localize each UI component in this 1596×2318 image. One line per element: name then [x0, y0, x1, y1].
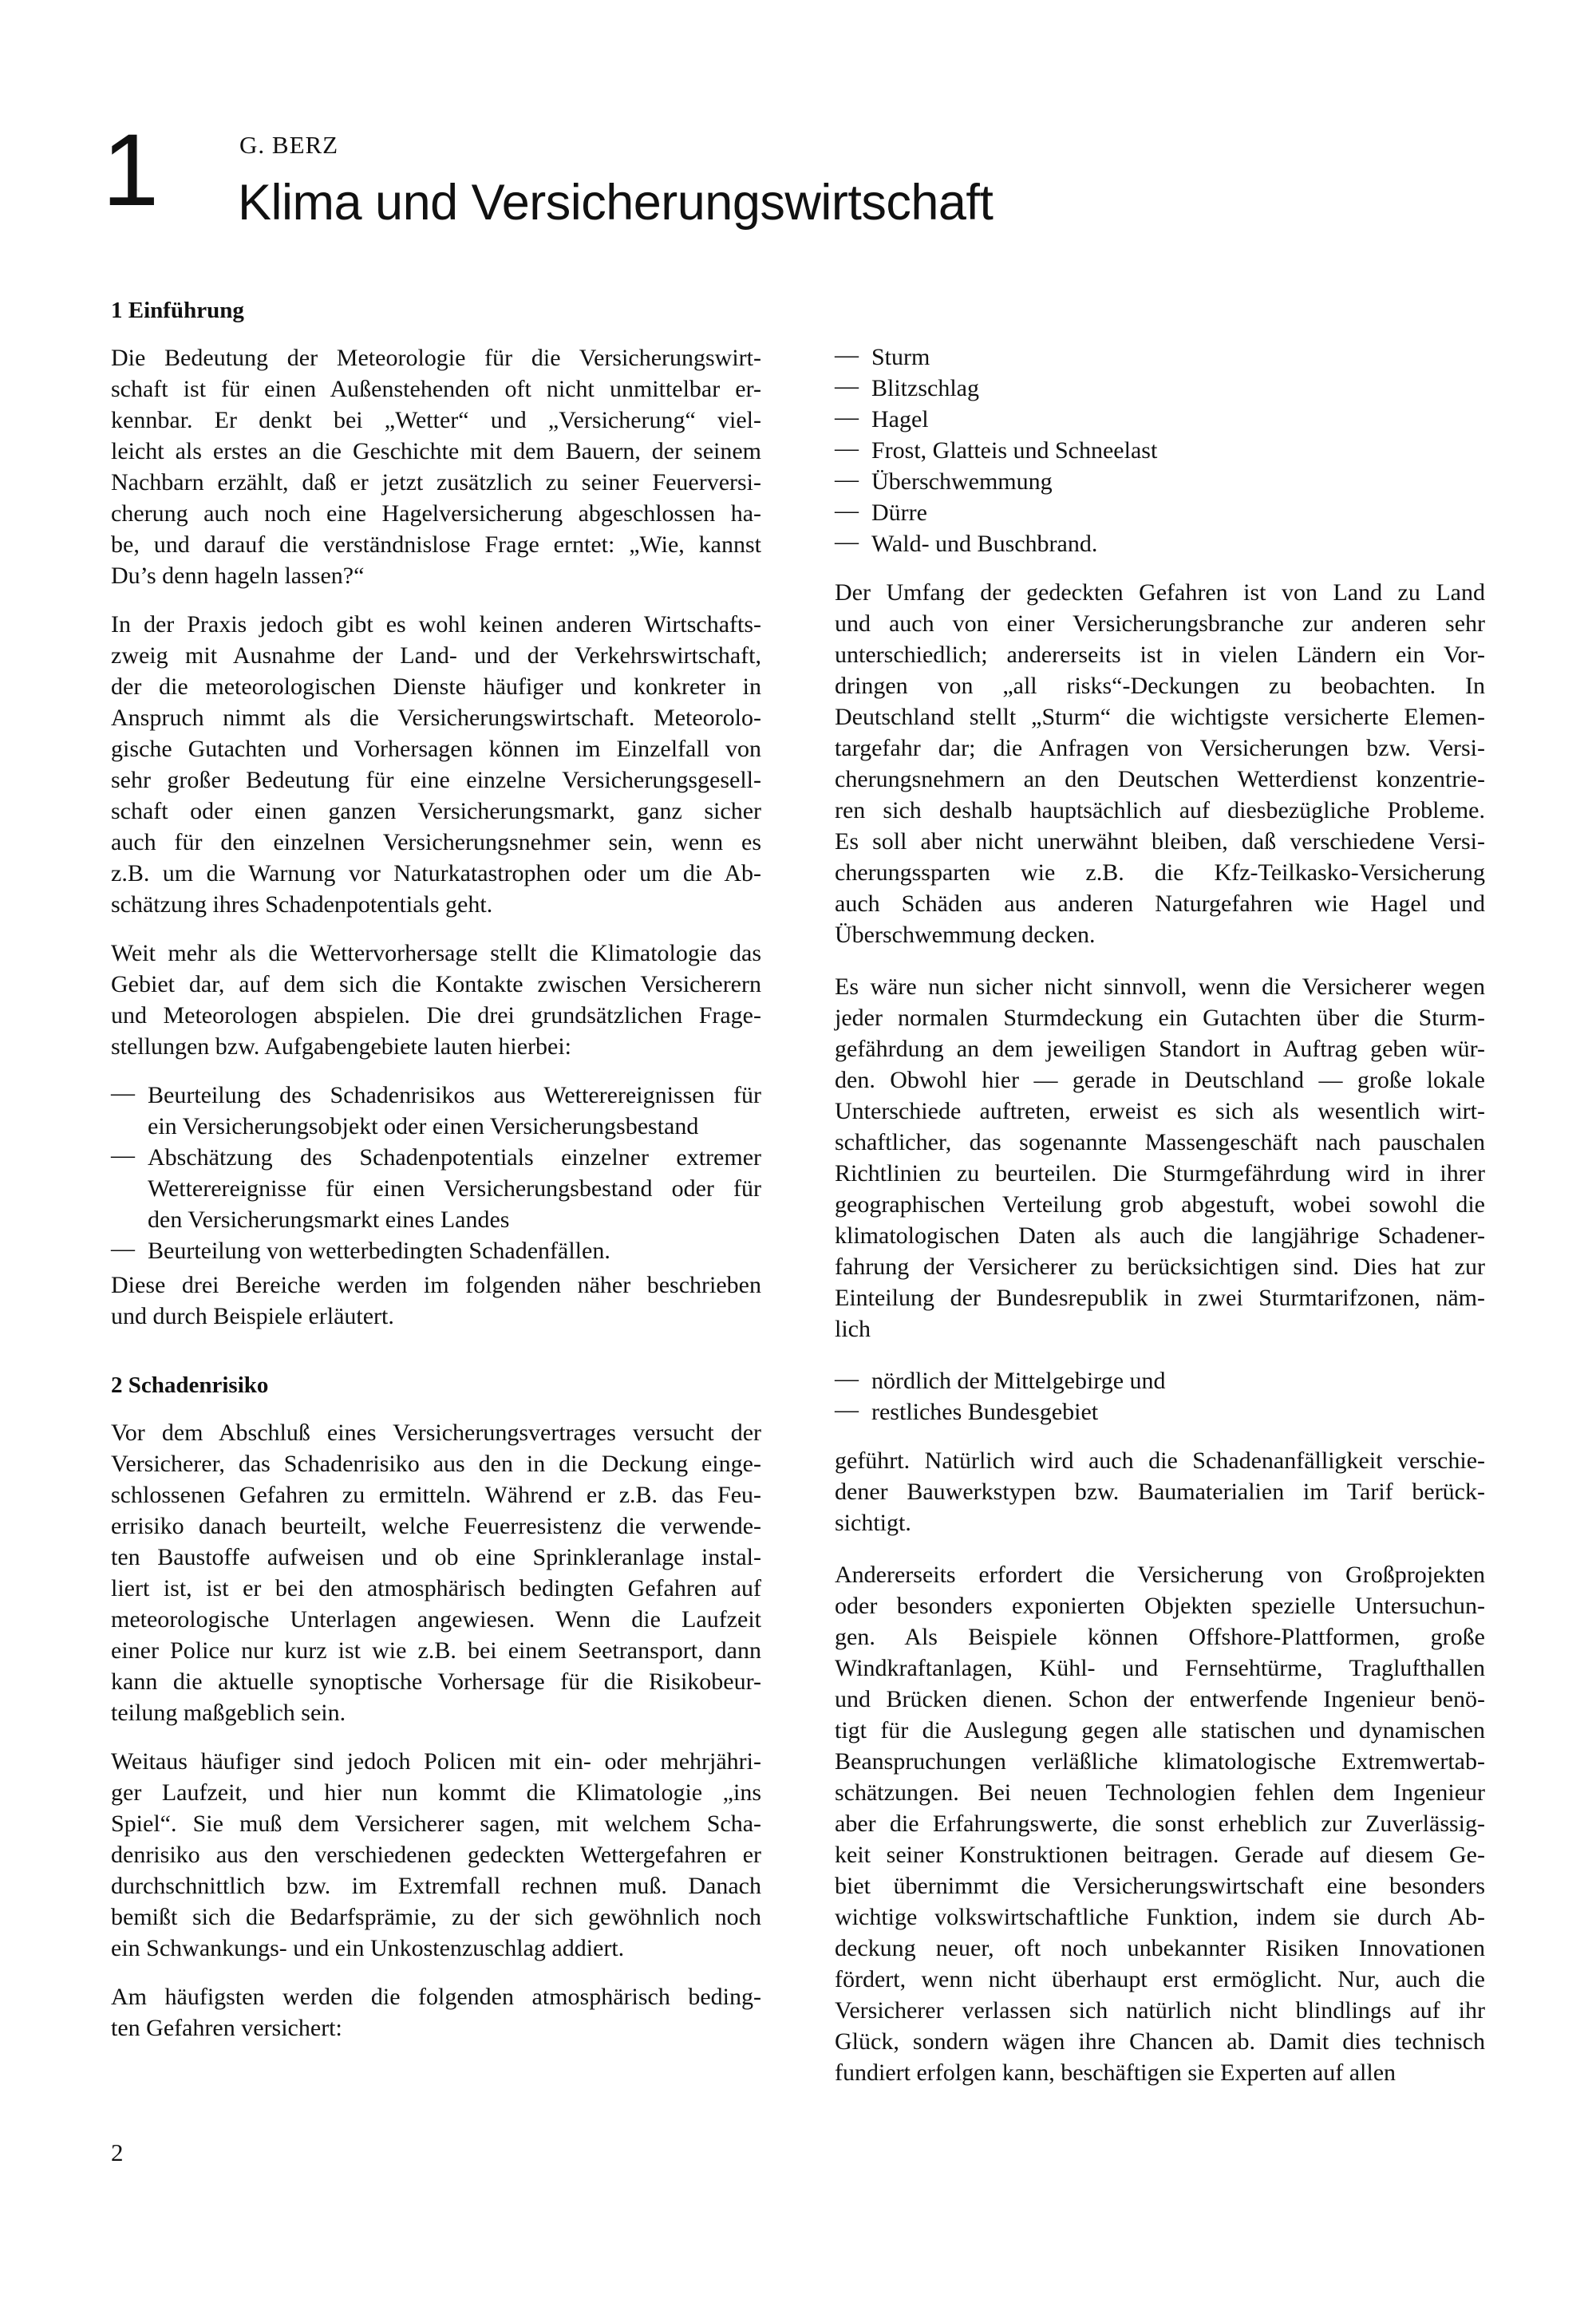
list-item: [835, 528, 1485, 559]
text-line: zweig mit Ausnahme der Land- und der Verkehrswirtschaft,: [111, 642, 761, 669]
text-line: sehr großer Bedeutung für eine einzelne Versicherungsgesell-: [111, 767, 761, 793]
list-item: [111, 1235, 761, 1266]
text-line: wichtige volkswirtschaftliche Funktion, indem sie durch Ab-: [835, 1904, 1485, 1930]
text-line: den Versicherungsmarkt eines Landes: [148, 1206, 510, 1233]
text-line: Der Umfang der gedeckten Gefahren ist von Land zu Land: [835, 579, 1485, 606]
list-item: [835, 342, 1485, 373]
text-line: meteorologische Unterlagen angewiesen. Wenn die Laufzeit: [111, 1606, 761, 1633]
text-line: Anspruch nimmt als die Versicherungswirtschaft. Meteorolo-: [111, 705, 761, 731]
text-line: kann die aktuelle synoptische Vorhersage für die Risikobeur-: [111, 1668, 761, 1695]
dash-list: [835, 1365, 1485, 1428]
text-line: Beurteilung von wetterbedingten Schadenfällen.: [148, 1238, 610, 1264]
list-item-text: [148, 1235, 761, 1266]
list-item: [835, 435, 1485, 466]
dash-bullet: —: [835, 497, 859, 523]
text-line: Am häufigsten werden die folgenden atmosphärisch beding-: [111, 1984, 761, 2010]
text-line: Unterschiede auftreten, erweist es sich als wesentlich wirt-: [835, 1098, 1485, 1124]
paragraph: [835, 1559, 1485, 2088]
list-item: [835, 373, 1485, 404]
text-line: auch für den einzelnen Versicherungsnehmer sein, wenn es: [111, 829, 761, 855]
text-line: errisiko danach beurteilt, welche Feuerresistenz die verwende-: [111, 1513, 761, 1539]
text-line: cherungssparten wie z.B. die Kfz-Teilkasko-Versicherung: [835, 859, 1485, 886]
text-line: tigt für die Auslegung gegen alle statischen und dynamischen: [835, 1717, 1485, 1743]
text-line: den. Obwohl hier — gerade in Deutschland — große lokale: [835, 1067, 1485, 1093]
list-item-text: [148, 1080, 761, 1142]
section-heading: 1 Einführung: [111, 298, 244, 323]
text-line: schaft oder einen ganzen Versicherungsmarkt, ganz sicher: [111, 798, 761, 824]
text-line: fördert, wenn nicht überhaupt erst ermöglicht. Nur, auch die: [835, 1966, 1485, 1992]
list-item-text: [871, 497, 1485, 528]
text-line: dringen von „all risks“-Deckungen zu beobachten. In: [835, 673, 1485, 699]
paragraph: [111, 1270, 761, 1332]
text-line: Beanspruchungen verläßliche klimatologische Extremwertab-: [835, 1748, 1485, 1775]
text-line: unterschiedlich; andererseits ist in vielen Ländern ein Vor-: [835, 642, 1485, 668]
text-line: dener Bauwerkstypen bzw. Baumaterialien im Tarif berück-: [835, 1479, 1485, 1505]
dash-bullet: —: [835, 1396, 859, 1423]
text-line: Andererseits erfordert die Versicherung von Großprojekten: [835, 1562, 1485, 1588]
paragraph: [835, 577, 1485, 950]
paragraph: [111, 1746, 761, 1964]
text-line: restliches Bundesgebiet: [871, 1399, 1099, 1425]
section-heading: 2 Schadenrisiko: [111, 1372, 269, 1398]
dash-bullet: —: [835, 404, 859, 430]
text-line: einer Police nur kurz ist wie z.B. bei einem Seetransport, dann: [111, 1637, 761, 1664]
text-line: schätzungen. Bei neuen Technologien fehlen dem Ingenieur: [835, 1779, 1485, 1806]
text-line: Deutschland stellt „Sturm“ die wichtigste versicherte Elemen-: [835, 704, 1485, 730]
list-item-text: [871, 1365, 1485, 1396]
page-number: 2: [111, 2138, 124, 2166]
text-line: Glück, sondern wägen ihre Chancen ab. Damit dies technisch: [835, 2028, 1485, 2055]
dash-list: [835, 342, 1485, 559]
list-item: [835, 1365, 1485, 1396]
dash-bullet: —: [835, 466, 859, 492]
text-line: denrisiko aus den verschiedenen gedeckten Wettergefahren er: [111, 1842, 761, 1868]
text-line: jeder normalen Sturmdeckung ein Gutachten über die Sturm-: [835, 1005, 1485, 1031]
text-line: schaft ist für einen Außenstehenden oft nicht unmittelbar er-: [111, 376, 761, 402]
dash-bullet: —: [111, 1235, 135, 1262]
dash-bullet: —: [111, 1142, 135, 1168]
text-line: Die Bedeutung der Meteorologie für die Versicherungswirt-: [111, 345, 761, 371]
text-line: Wald- und Buschbrand.: [871, 531, 1098, 557]
text-line: schaftlicher, das sogenannte Massengeschäft nach pauschalen: [835, 1129, 1485, 1155]
list-item: [835, 497, 1485, 528]
text-line: nördlich der Mittelgebirge und: [871, 1368, 1166, 1394]
text-line: schätzung ihres Schadenpotentials geht.: [111, 891, 493, 918]
text-line: teilung maßgeblich sein.: [111, 1700, 346, 1726]
list-item: [111, 1080, 761, 1142]
text-line: Du’s denn hageln lassen?“: [111, 563, 365, 589]
text-line: fundiert erfolgen kann, beschäftigen sie Experten auf allen: [835, 2059, 1396, 2086]
list-item-text: [871, 466, 1485, 497]
text-line: und Brücken dienen. Schon der entwerfende Ingenieur benö-: [835, 1686, 1485, 1712]
text-line: Weitaus häufiger sind jedoch Policen mit ein- oder mehrjähri-: [111, 1748, 761, 1775]
text-line: Abschätzung des Schadenpotentials einzelner extremer: [148, 1144, 761, 1171]
text-line: Richtlinien zu beurteilen. Die Sturmgefährdung wird in ihrer: [835, 1160, 1485, 1187]
text-line: keit seiner Konstruktionen beitragen. Gerade auf diesem Ge-: [835, 1842, 1485, 1868]
text-line: Blitzschlag: [871, 375, 979, 401]
text-line: und auch von einer Versicherungsbranche zur anderen sehr: [835, 610, 1485, 637]
list-item-text: [871, 373, 1485, 404]
text-line: Versicherer verlassen sich natürlich nicht blindlings auf ihr: [835, 1997, 1485, 2024]
text-line: oder besonders exponierten Objekten spezielle Untersuchun-: [835, 1593, 1485, 1619]
text-line: ein Schwankungs- und ein Unkostenzuschlag addiert.: [111, 1935, 625, 1961]
text-line: ger Laufzeit, und hier nun kommt die Klimatologie „ins: [111, 1779, 761, 1806]
left-column: [111, 295, 761, 2061]
paragraph: [111, 342, 761, 591]
chapter-number: 1: [102, 113, 160, 227]
dash-bullet: —: [835, 435, 859, 461]
text-line: Überschwemmung: [871, 468, 1053, 495]
text-line: Versicherer, das Schadenrisiko aus den in die Deckung einge-: [111, 1451, 761, 1477]
text-line: targefahr dar; die Anfragen von Versicherungen bzw. Versi-: [835, 735, 1485, 761]
text-line: Spiel“. Sie muß dem Versicherer sagen, mit welchem Scha-: [111, 1811, 761, 1837]
text-line: leicht als erstes an die Geschichte mit dem Bauern, der seinem: [111, 438, 761, 464]
text-line: sichtigt.: [835, 1510, 911, 1536]
text-line: Weit mehr als die Wettervorhersage stellt die Klimatologie das: [111, 940, 761, 966]
list-item: [835, 404, 1485, 435]
list-item-text: [871, 404, 1485, 435]
text-line: Windkraftanlagen, Kühl- und Fernsehtürme, Traglufthallen: [835, 1655, 1485, 1681]
paragraph: [835, 971, 1485, 1345]
text-line: Überschwemmung decken.: [835, 922, 1096, 948]
text-line: klimatologischen Daten als auch die langjährige Schadener-: [835, 1222, 1485, 1249]
text-line: ten Gefahren versichert:: [111, 2015, 342, 2041]
text-line: stellungen bzw. Aufgabengebiete lauten hierbei:: [111, 1033, 572, 1060]
list-item-text: [148, 1142, 761, 1235]
text-line: kennbar. Er denkt bei „Wetter“ und „Versicherung“ viel-: [111, 407, 761, 433]
list-item: [111, 1142, 761, 1235]
list-item: [835, 1396, 1485, 1428]
text-line: In der Praxis jedoch gibt es wohl keinen anderen Wirtschafts-: [111, 611, 761, 638]
dash-bullet: —: [835, 528, 859, 555]
text-line: gefährdung an dem jeweiligen Standort in Auftrag geben wür-: [835, 1036, 1485, 1062]
text-line: cherungsnehmern an den Deutschen Wetterdienst konzentrie-: [835, 766, 1485, 792]
list-item-text: [871, 435, 1485, 466]
list-item-text: [871, 1396, 1485, 1428]
dash-bullet: —: [835, 342, 859, 368]
text-line: geographischen Verteilung grob abgestuft, wobei sowohl die: [835, 1191, 1485, 1218]
text-line: fahrung der Versicherer zu berücksichtigen sind. Dies hat zur: [835, 1254, 1485, 1280]
list-item-text: [871, 342, 1485, 373]
text-line: und durch Beispiele erläutert.: [111, 1303, 394, 1329]
text-line: Vor dem Abschluß eines Versicherungsvertrages versucht der: [111, 1420, 761, 1446]
text-line: lich: [835, 1316, 871, 1342]
text-line: Beurteilung des Schadenrisikos aus Wetterereignissen für: [148, 1082, 761, 1108]
text-line: Gebiet dar, auf dem sich die Kontakte zwischen Versicherern: [111, 971, 761, 997]
author: G. BERZ: [239, 131, 339, 159]
text-line: be, und darauf die verständnislose Frage erntet: „Wie, kannst: [111, 531, 761, 558]
text-line: geführt. Natürlich wird auch die Schadenanfälligkeit verschie-: [835, 1447, 1485, 1474]
text-line: und Meteorologen abspielen. Die drei grundsätzlichen Frage-: [111, 1002, 761, 1029]
list-item-text: [871, 528, 1485, 559]
text-line: gen. Als Beispiele können Offshore-Plattformen, große: [835, 1624, 1485, 1650]
text-line: aber die Erfahrungswerte, die sonst erheblich zur Zuverlässig-: [835, 1811, 1485, 1837]
paragraph: [111, 1417, 761, 1728]
text-line: der die meteorologischen Dienste häufiger und konkreter in: [111, 673, 761, 700]
dash-bullet: —: [835, 373, 859, 399]
text-line: liert ist, ist er bei den atmosphärisch bedingten Gefahren auf: [111, 1575, 761, 1601]
dash-list: [111, 1080, 761, 1266]
paragraph: [111, 938, 761, 1062]
text-line: gische Gutachten und Vorhersagen können im Einzelfall von: [111, 736, 761, 762]
text-line: Dürre: [871, 500, 927, 526]
text-line: z.B. um die Warnung vor Naturkatastrophen oder um die Ab-: [111, 860, 761, 887]
text-line: Nachbarn erzählt, daß er jetzt zusätzlich zu seiner Feuerversi-: [111, 469, 761, 496]
text-line: biet übernimmt die Versicherungswirtschaft eine besonders: [835, 1873, 1485, 1899]
text-line: schlossenen Gefahren zu ermitteln. Während er z.B. das Feu-: [111, 1482, 761, 1508]
text-line: deckung neuer, oft noch unbekannter Risiken Innovationen: [835, 1935, 1485, 1961]
text-line: Diese drei Bereiche werden im folgenden näher beschrieben: [111, 1272, 761, 1298]
list-item: [835, 466, 1485, 497]
paragraph: [835, 1445, 1485, 1538]
paragraph: [111, 1981, 761, 2044]
text-line: Es wäre nun sicher nicht sinnvoll, wenn die Versicherer wegen: [835, 973, 1485, 1000]
text-line: ren sich deshalb hauptsächlich auf diesbezügliche Probleme.: [835, 797, 1485, 823]
text-line: auch Schäden aus anderen Naturgefahren wie Hagel und: [835, 890, 1485, 917]
right-column: [835, 342, 1485, 2109]
text-line: Hagel: [871, 406, 929, 432]
text-line: Frost, Glatteis und Schneelast: [871, 437, 1158, 464]
text-line: bemißt sich die Bedarfsprämie, zu der sich gewöhnlich noch: [111, 1904, 761, 1930]
text-line: cherung auch noch eine Hagelversicherung abgeschlossen ha-: [111, 500, 761, 527]
text-line: ein Versicherungsobjekt oder einen Versicherungsbestand: [148, 1113, 699, 1139]
text-line: Es soll aber nicht unerwähnt bleiben, daß verschiedene Versi-: [835, 828, 1485, 855]
chapter-title: Klima und Versicherungswirtschaft: [238, 175, 994, 231]
dash-bullet: —: [835, 1365, 859, 1392]
text-line: Einteilung der Bundesrepublik in zwei Sturmtarifzonen, näm-: [835, 1285, 1485, 1311]
text-line: durchschnittlich bzw. im Extremfall rechnen muß. Danach: [111, 1873, 761, 1899]
text-line: Sturm: [871, 344, 930, 370]
text-line: Wetterereignisse für einen Versicherungsbestand oder für: [148, 1175, 761, 1202]
paragraph: [111, 609, 761, 920]
dash-bullet: —: [111, 1080, 135, 1106]
text-line: ten Baustoffe aufweisen und ob eine Sprinkleranlage instal-: [111, 1544, 761, 1570]
